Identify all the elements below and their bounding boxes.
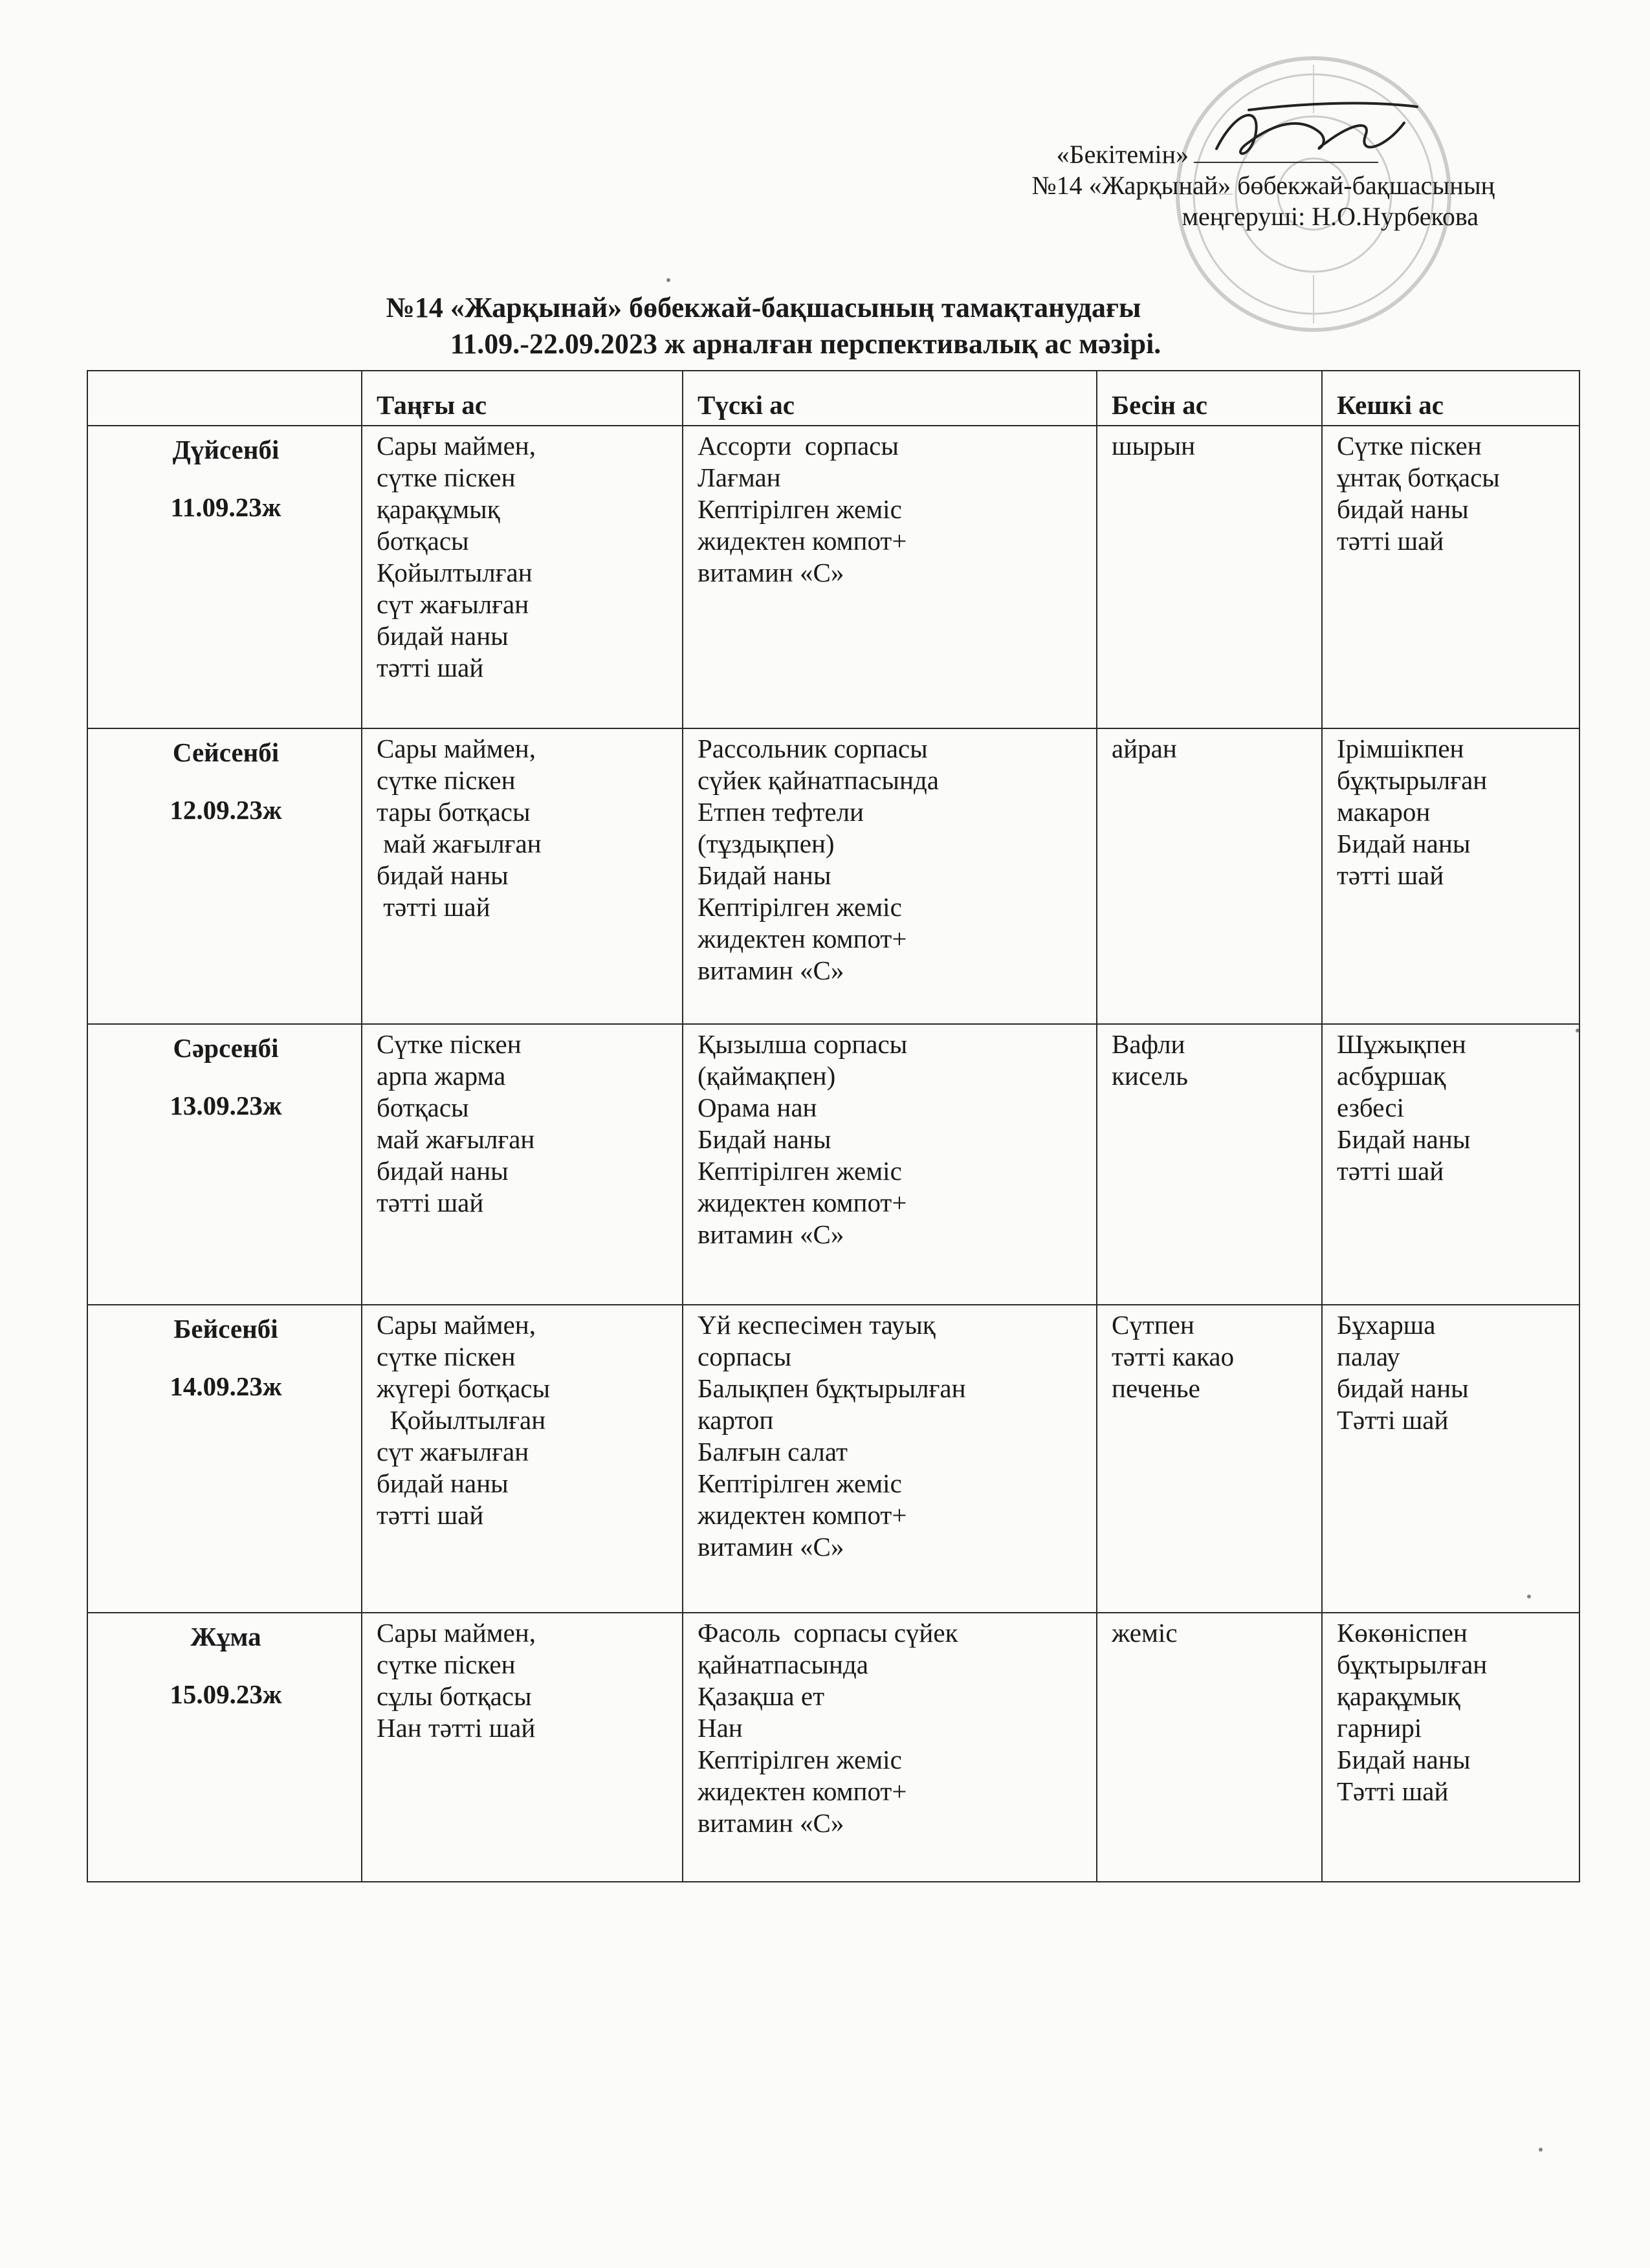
day-date: 11.09.23ж <box>170 492 281 522</box>
day-cell <box>87 1613 362 1882</box>
header-row <box>87 371 1579 426</box>
menu-item: Кептірілген жеміс <box>698 1156 902 1186</box>
menu-item: кисель <box>1112 1061 1188 1091</box>
menu-item: арпа жарма <box>377 1061 506 1091</box>
menu-item: Балықпен бұқтырылған <box>698 1373 966 1403</box>
day-cell <box>87 728 362 1024</box>
day-name: Сәрсенбі <box>173 1033 279 1063</box>
menu-item: Сары маймен, <box>377 1310 536 1340</box>
menu-item: май жағылған <box>377 829 542 858</box>
menu-item: бидай наны <box>377 860 509 890</box>
approval-block <box>1031 139 1495 232</box>
lunch-cell <box>683 728 1097 1024</box>
signature-line <box>1194 162 1378 163</box>
snack-cell <box>1097 1305 1322 1613</box>
menu-item: сүтке піскен <box>377 1650 516 1679</box>
scan-speck <box>1539 2148 1543 2152</box>
menu-item: витамин «С» <box>698 1219 844 1249</box>
menu-item: Кептірілген жеміс <box>698 892 902 922</box>
day-name: Дүйсенбі <box>172 435 280 464</box>
menu-item: ботқасы <box>377 526 469 556</box>
lunch-cell <box>683 1305 1097 1613</box>
menu-item: (тұздықпен) <box>698 829 835 858</box>
menu-item: Орама нан <box>698 1093 817 1122</box>
approval-institution: №14 «Жарқынай» бөбекжай-бақшасының <box>1031 171 1495 200</box>
menu-item: Сары маймен, <box>377 734 536 763</box>
menu-item: қарақұмық <box>377 494 500 524</box>
day-date: 15.09.23ж <box>170 1679 282 1709</box>
menu-item: Бидай наны <box>698 860 831 890</box>
menu-item: Көкөніспен <box>1337 1618 1468 1648</box>
scan-speck <box>1576 1029 1579 1032</box>
menu-item: сүйек қайнатпасында <box>698 765 939 795</box>
header-lunch: Түскі ас <box>683 371 1097 426</box>
table-row <box>87 426 1579 728</box>
menu-item: шырын <box>1112 431 1196 461</box>
menu-item: тәтті шай <box>377 653 484 682</box>
breakfast-cell <box>362 1613 683 1882</box>
menu-item: Қойылтылған <box>377 1405 546 1435</box>
breakfast-cell <box>362 728 683 1024</box>
title-line-2: 11.09.-22.09.2023 ж арналған перспективалық ас мәзірі. <box>450 328 1161 360</box>
menu-item: гарнирі <box>1337 1713 1422 1743</box>
menu-item: Бидай наны <box>1337 1745 1471 1774</box>
menu-item: Бидай наны <box>1337 1124 1471 1154</box>
menu-item: жидектен компот+ <box>698 1776 907 1806</box>
menu-item: жидектен компот+ <box>698 1188 907 1217</box>
menu-item: Кептірілген жеміс <box>698 494 902 524</box>
menu-item: бидай наны <box>1337 1373 1469 1403</box>
menu-item: жидектен компот+ <box>698 924 907 954</box>
menu-item: бидай наны <box>377 621 509 651</box>
menu-item: Қойылтылған <box>377 558 533 587</box>
menu-item: асбұршақ <box>1337 1061 1446 1091</box>
day-cell <box>87 1305 362 1613</box>
snack-cell <box>1097 1613 1322 1882</box>
header-snack: Бесін ас <box>1097 371 1322 426</box>
menu-item: Фасоль сорпасы сүйек <box>698 1618 958 1648</box>
menu-item: макарон <box>1337 797 1431 827</box>
menu-item: сүтке піскен <box>377 765 516 795</box>
header-day <box>87 371 362 426</box>
menu-item: Нан <box>698 1713 743 1743</box>
menu-item: тәтті шай <box>1337 860 1444 890</box>
menu-item: езбесі <box>1337 1093 1405 1122</box>
menu-item: сұлы ботқасы <box>377 1681 532 1711</box>
day-date: 14.09.23ж <box>170 1371 282 1401</box>
menu-item: жидектен компот+ <box>698 1500 907 1530</box>
menu-item: Сары маймен, <box>377 431 536 461</box>
menu-item: Тәтті шай <box>1337 1776 1449 1806</box>
day-date: 13.09.23ж <box>170 1091 282 1120</box>
menu-item: жидектен компот+ <box>698 526 907 556</box>
table-row <box>87 728 1579 1024</box>
menu-item: тәтті шай <box>377 1188 484 1217</box>
snack-cell <box>1097 1024 1322 1305</box>
menu-item: Сүтпен <box>1112 1310 1194 1340</box>
day-date: 12.09.23ж <box>170 795 282 825</box>
menu-item: витамин «С» <box>698 1532 844 1562</box>
menu-item: тары ботқасы <box>377 797 531 827</box>
menu-item: Кептірілген жеміс <box>698 1745 902 1774</box>
menu-item: Кептірілген жеміс <box>698 1468 902 1498</box>
menu-item: тәтті шай <box>1337 526 1444 556</box>
menu-item: тәтті шай <box>377 892 490 922</box>
menu-item: қарақұмық <box>1337 1681 1460 1711</box>
menu-item: Ірімшікпен <box>1337 734 1464 763</box>
menu-item: Қазақша ет <box>698 1681 824 1711</box>
snack-cell <box>1097 426 1322 728</box>
menu-item: бидай наны <box>377 1468 509 1498</box>
header-breakfast: Таңғы ас <box>362 371 683 426</box>
menu-item: Сары маймен, <box>377 1618 536 1648</box>
dinner-cell <box>1322 1024 1579 1305</box>
menu-item: сүт жағылған <box>377 1437 529 1467</box>
menu-item: тәтті какао <box>1112 1342 1235 1371</box>
menu-item: сүт жағылған <box>377 589 529 619</box>
menu-item: (қаймақпен) <box>698 1061 836 1091</box>
table-row <box>87 1613 1579 1882</box>
menu-item: бидай наны <box>1337 494 1469 524</box>
menu-item: Бидай наны <box>1337 829 1471 858</box>
menu-item: бидай наны <box>377 1156 509 1186</box>
day-name: Жұма <box>190 1622 261 1652</box>
menu-item: бұқтырылған <box>1337 765 1488 795</box>
menu-item: витамин «С» <box>698 558 844 587</box>
title-line-1: №14 «Жарқынай» бөбекжай-бақшасының тамақтанудағы <box>386 292 1141 323</box>
approval-label: «Бекітемін» <box>1056 140 1189 169</box>
menu-item: Вафли <box>1112 1029 1185 1059</box>
menu-item: сүтке піскен <box>377 1342 516 1371</box>
breakfast-cell <box>362 1024 683 1305</box>
menu-item: жеміс <box>1112 1618 1178 1648</box>
menu-item: палау <box>1337 1342 1400 1371</box>
menu-item: Балғын салат <box>698 1437 848 1467</box>
menu-item: картоп <box>698 1405 774 1435</box>
scan-speck <box>1527 1595 1531 1598</box>
menu-item: Лағман <box>698 463 781 492</box>
header-dinner: Кешкі ас <box>1322 371 1579 426</box>
menu-item: Нан тәтті шай <box>377 1713 536 1743</box>
menu-item: жүгері ботқасы <box>377 1373 551 1403</box>
document-title <box>0 290 1650 362</box>
menu-item: ұнтақ ботқасы <box>1337 463 1500 492</box>
menu-item: Ассорти сорпасы <box>698 431 899 461</box>
menu-item: сүтке піскен <box>377 463 516 492</box>
table-row <box>87 1305 1579 1613</box>
menu-table <box>87 370 1580 1882</box>
menu-item: тәтті шай <box>1337 1156 1444 1186</box>
menu-item: қайнатпасында <box>698 1650 868 1679</box>
menu-item: печенье <box>1112 1373 1200 1403</box>
menu-item: Сүтке піскен <box>377 1029 522 1059</box>
menu-item: тәтті шай <box>377 1500 484 1530</box>
menu-item: май жағылған <box>377 1124 535 1154</box>
breakfast-cell <box>362 1305 683 1613</box>
menu-item: айран <box>1112 734 1177 763</box>
menu-item: бұқтырылған <box>1337 1650 1488 1679</box>
day-cell <box>87 426 362 728</box>
menu-item: ботқасы <box>377 1093 469 1122</box>
menu-item: витамин «С» <box>698 955 844 985</box>
dinner-cell <box>1322 728 1579 1024</box>
menu-item: сорпасы <box>698 1342 792 1371</box>
lunch-cell <box>683 1024 1097 1305</box>
lunch-cell <box>683 1613 1097 1882</box>
dinner-cell <box>1322 1613 1579 1882</box>
snack-cell <box>1097 728 1322 1024</box>
dinner-cell <box>1322 426 1579 728</box>
approval-head: меңгеруші: Н.О.Нурбекова <box>1182 202 1479 231</box>
menu-item: Бұхарша <box>1337 1310 1436 1340</box>
menu-item: Етпен тефтели <box>698 797 864 827</box>
menu-item: витамин «С» <box>698 1808 844 1838</box>
day-name: Бейсенбі <box>173 1314 278 1344</box>
menu-item: Бидай наны <box>698 1124 831 1154</box>
day-cell <box>87 1024 362 1305</box>
dinner-cell <box>1322 1305 1579 1613</box>
menu-item: Сүтке піскен <box>1337 431 1482 461</box>
scan-speck <box>666 278 670 282</box>
day-name: Сейсенбі <box>172 737 280 767</box>
lunch-cell <box>683 426 1097 728</box>
menu-item: Үй кеспесімен тауық <box>698 1310 936 1340</box>
menu-item: Рассольник сорпасы <box>698 734 928 763</box>
table-row <box>87 1024 1579 1305</box>
menu-item: Қызылша сорпасы <box>698 1029 908 1059</box>
menu-item: Шұжықпен <box>1337 1029 1466 1059</box>
breakfast-cell <box>362 426 683 728</box>
menu-item: Тәтті шай <box>1337 1405 1449 1435</box>
